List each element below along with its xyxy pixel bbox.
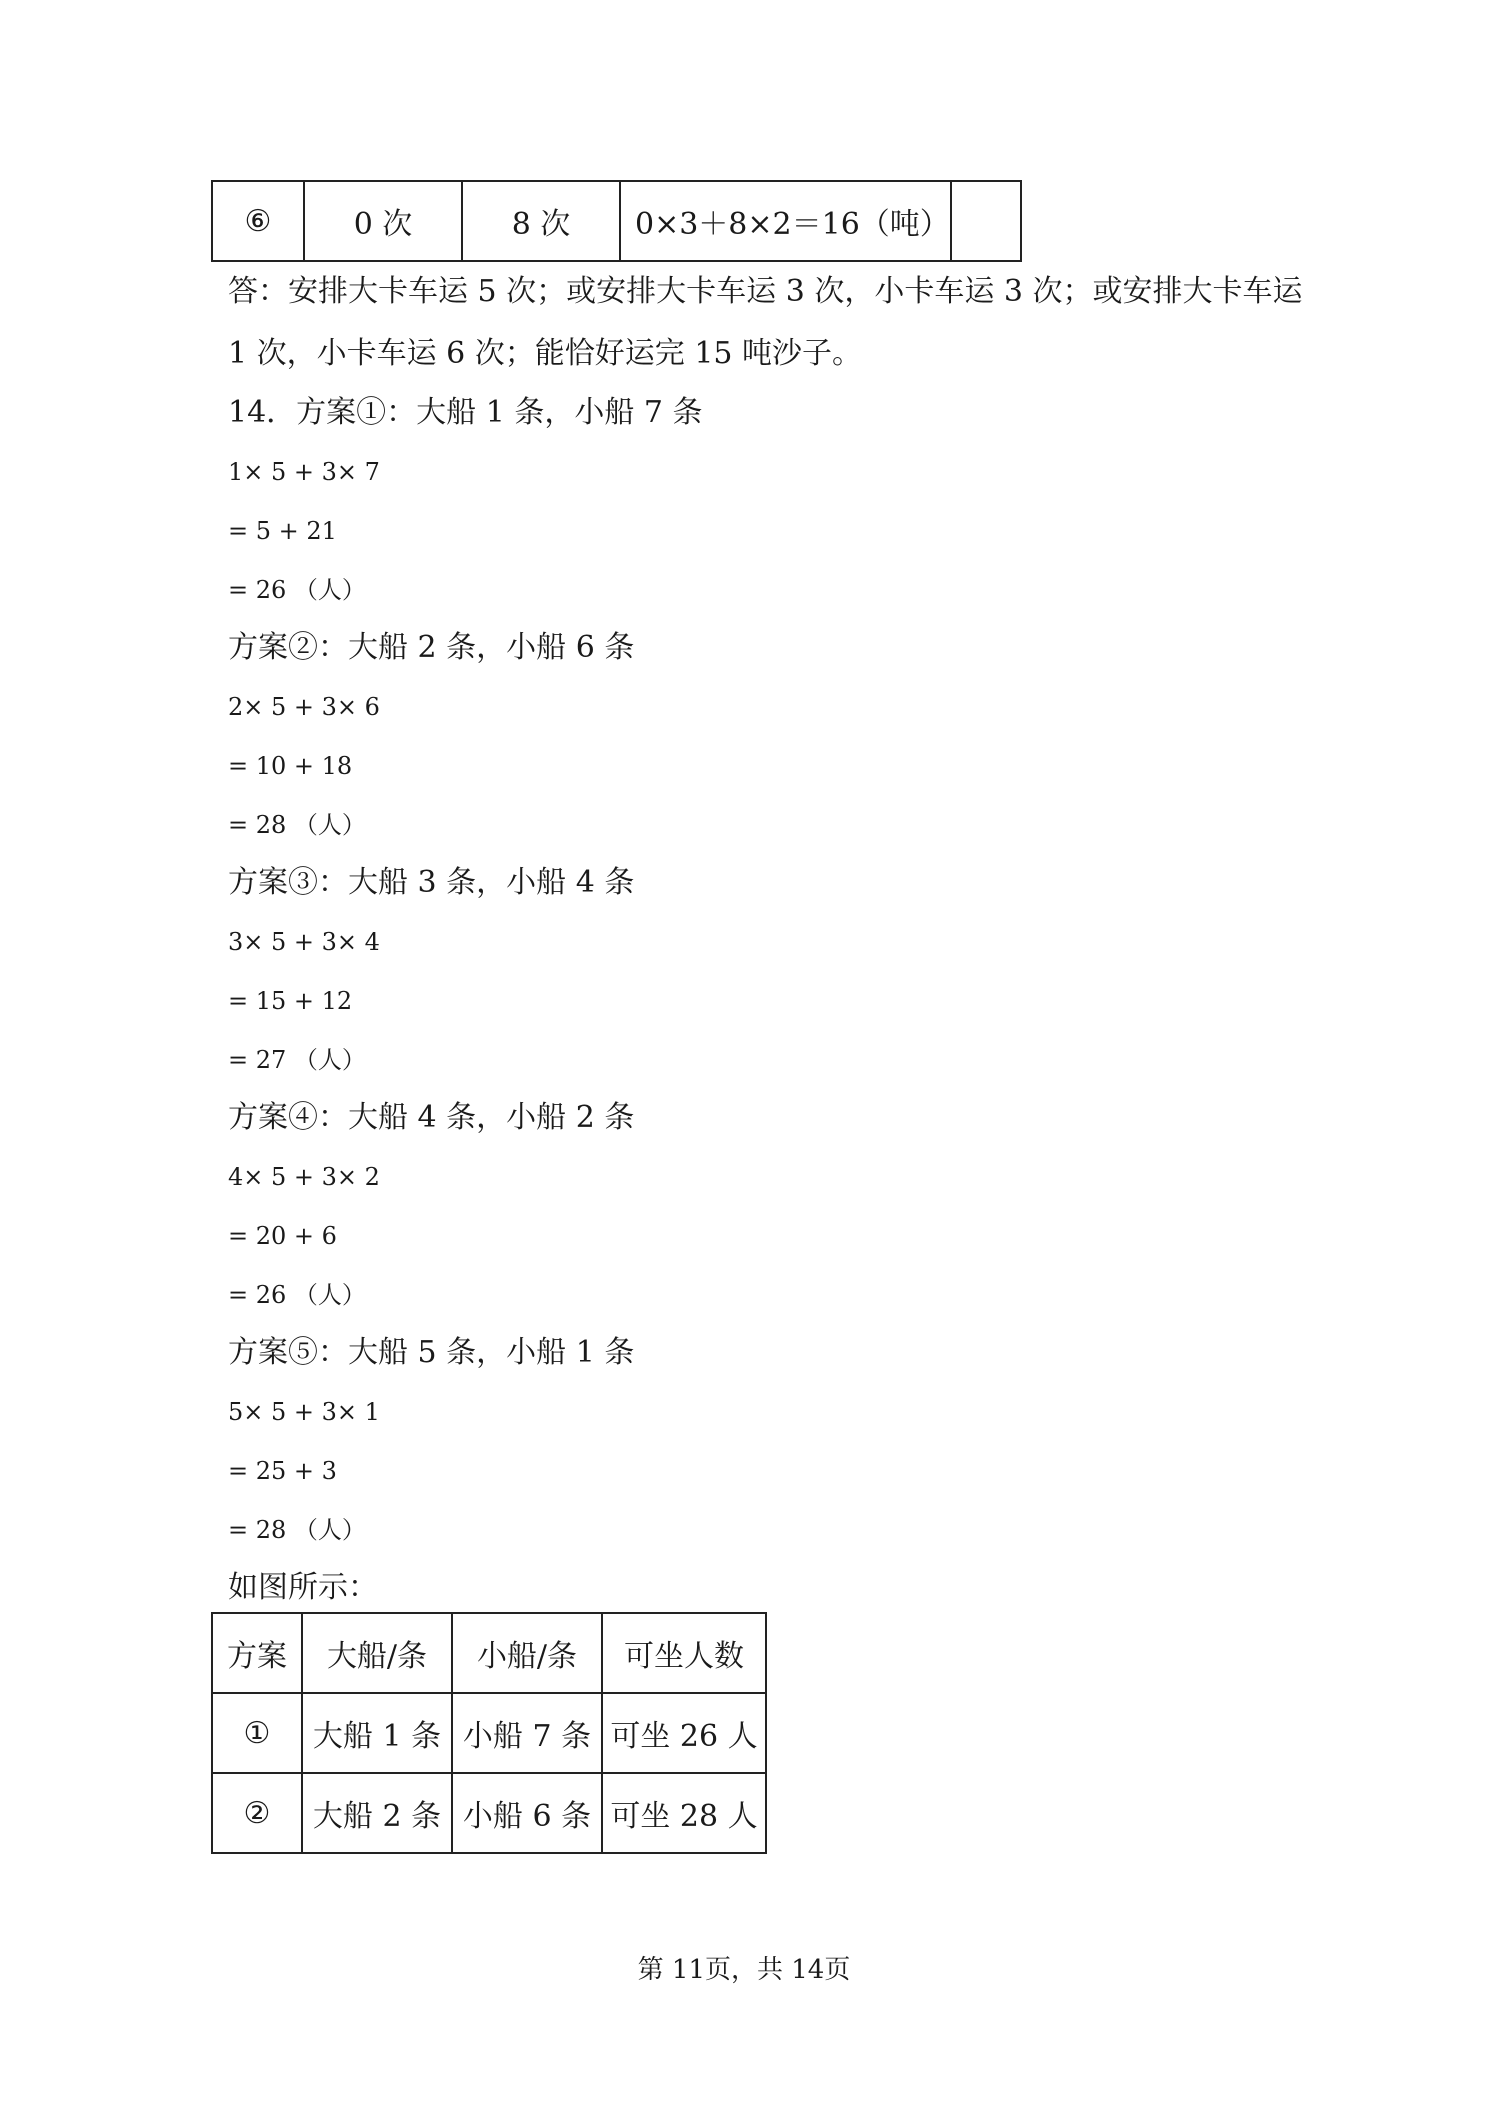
table-cell: ② bbox=[212, 1773, 302, 1853]
table-cell: 大船 1 条 bbox=[302, 1693, 452, 1773]
table-cell: 8 次 bbox=[462, 181, 620, 261]
boat-plan-table bbox=[211, 1612, 767, 1854]
plan-5-title: 方案⑤：大船 5 条，小船 1 条 bbox=[228, 1335, 635, 1370]
table-cell: 大船 2 条 bbox=[302, 1773, 452, 1853]
plan-3-step: = 15 + 12 bbox=[228, 987, 353, 1015]
table-header-cell: 小船/条 bbox=[452, 1613, 602, 1693]
answer-line-1: 答：安排大卡车运 5 次；或安排大卡车运 3 次，小卡车运 3 次；或安排大卡车运 bbox=[228, 274, 1303, 309]
table-row bbox=[212, 181, 1021, 261]
plan-2-step: = 10 + 18 bbox=[228, 752, 353, 780]
plan-5-result: = 28 （人） bbox=[228, 1516, 366, 1544]
figure-caption: 如图所示： bbox=[228, 1570, 378, 1605]
table-cell: 可坐 28 人 bbox=[602, 1773, 766, 1853]
plan-2-expression: 2× 5 + 3× 6 bbox=[228, 693, 380, 721]
table-row bbox=[212, 1693, 766, 1773]
plan-4-step: = 20 + 6 bbox=[228, 1222, 337, 1250]
table-row bbox=[212, 1773, 766, 1853]
plan-1-expression: 1× 5 + 3× 7 bbox=[228, 458, 380, 486]
table-header-row bbox=[212, 1613, 766, 1693]
table-cell: 可坐 26 人 bbox=[602, 1693, 766, 1773]
plan-2-title: 方案②：大船 2 条，小船 6 条 bbox=[228, 630, 635, 665]
table-cell: 0×3＋8×2＝16（吨） bbox=[620, 181, 951, 261]
plan-1-step: = 5 + 21 bbox=[228, 517, 337, 545]
plan-3-expression: 3× 5 + 3× 4 bbox=[228, 928, 380, 956]
page-number-footer: 第 11页，共 14页 bbox=[637, 1955, 851, 1985]
plan-4-expression: 4× 5 + 3× 2 bbox=[228, 1163, 380, 1191]
table-cell: 小船 6 条 bbox=[452, 1773, 602, 1853]
table-header-cell: 大船/条 bbox=[302, 1613, 452, 1693]
plan-4-result: = 26 （人） bbox=[228, 1281, 366, 1309]
plan-3-title: 方案③：大船 3 条，小船 4 条 bbox=[228, 865, 635, 900]
plan-3-result: = 27 （人） bbox=[228, 1046, 366, 1074]
table-header-cell: 方案 bbox=[212, 1613, 302, 1693]
table-cell: ⑥ bbox=[212, 181, 304, 261]
plan-1-title: 14．方案①：大船 1 条，小船 7 条 bbox=[228, 395, 703, 430]
table-cell: 小船 7 条 bbox=[452, 1693, 602, 1773]
transport-table-fragment bbox=[211, 180, 1022, 262]
table-cell: 0 次 bbox=[304, 181, 462, 261]
plan-5-expression: 5× 5 + 3× 1 bbox=[228, 1398, 380, 1426]
table-cell bbox=[951, 181, 1021, 261]
plan-1-result: = 26 （人） bbox=[228, 576, 366, 604]
answer-line-2: 1 次，小卡车运 6 次；能恰好运完 15 吨沙子。 bbox=[228, 336, 863, 371]
plan-2-result: = 28 （人） bbox=[228, 811, 366, 839]
table-cell: ① bbox=[212, 1693, 302, 1773]
plan-4-title: 方案④：大船 4 条，小船 2 条 bbox=[228, 1100, 635, 1135]
table-header-cell: 可坐人数 bbox=[602, 1613, 766, 1693]
plan-5-step: = 25 + 3 bbox=[228, 1457, 337, 1485]
